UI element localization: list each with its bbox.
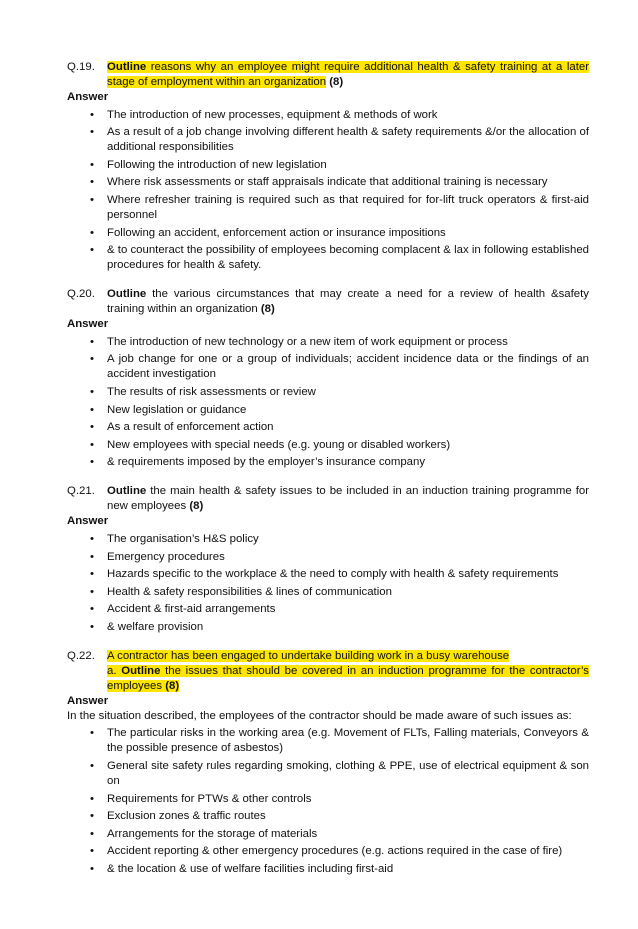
list-item: • & to counteract the possibility of employees becoming complacent & lax in following established procedures for health & safety. xyxy=(90,244,589,272)
list-item: • Where refresher training is required such as that required for for-lift truck operators & first-aid personnel xyxy=(90,193,589,221)
bullet-icon: • xyxy=(90,244,94,257)
bullet-icon: • xyxy=(90,108,94,121)
question-body: the various circumstances that may create a need for a review of health &safety training within an organization xyxy=(107,288,589,316)
list-item: • As a result of enforcement action xyxy=(90,421,274,434)
answer-intro: In the situation described, the employees of the contractor should be made aware of such issues as: xyxy=(67,709,572,722)
answer-label: Answer xyxy=(67,694,109,707)
answer-label: Answer xyxy=(67,91,109,103)
list-item: • General site safety rules regarding smoking, clothing & PPE, use of electrical equipment & son on xyxy=(90,760,589,788)
list-item: • Where risk assessments or staff appraisals indicate that additional training is necessary xyxy=(90,176,548,189)
list-item: • A job change for one or a group of individuals; accident incidence data or the findings of an accident investigation xyxy=(90,353,589,381)
bullet-icon: • xyxy=(90,403,94,416)
list-item: • Following the introduction of new legislation xyxy=(90,158,327,171)
bullet-icon: • xyxy=(90,353,94,366)
question-text xyxy=(67,287,589,317)
question-text xyxy=(67,60,589,90)
bullet-icon: • xyxy=(90,385,94,398)
command-verb: Outline xyxy=(107,485,147,498)
question-block-20 xyxy=(67,287,589,470)
list-item: • Exclusion zones & traffic routes xyxy=(90,810,266,823)
answer-list xyxy=(67,335,589,471)
bullet-icon: • xyxy=(90,845,94,858)
question-body: the main health & safety issues to be included in an induction training programme for new employees xyxy=(107,485,589,513)
list-item: • Accident reporting & other emergency procedures (e.g. actions required in the case of fire) xyxy=(90,845,563,858)
bullet-icon: • xyxy=(90,226,94,239)
list-item: • & the location & use of welfare facilities including first-aid xyxy=(90,863,394,876)
bullet-icon: • xyxy=(90,620,94,633)
question-number: Q.20. xyxy=(67,288,95,301)
answer-label: Answer xyxy=(67,515,109,528)
list-item: • The introduction of new technology or a new item of work equipment or process xyxy=(90,335,508,348)
list-item: • New employees with special needs (e.g. young or disabled workers) xyxy=(90,438,451,451)
question-highlight xyxy=(107,61,589,88)
command-verb: Outline xyxy=(107,288,147,301)
answer-list xyxy=(67,532,589,635)
bullet-icon: • xyxy=(90,456,94,469)
answer-list xyxy=(67,726,589,877)
list-item: • Health & safety responsibilities & lines of communication xyxy=(90,585,392,598)
bullet-icon: • xyxy=(90,335,94,348)
bullet-icon: • xyxy=(90,792,94,805)
list-item: • Emergency procedures xyxy=(90,550,225,563)
bullet-icon: • xyxy=(90,193,94,206)
bullet-icon: • xyxy=(90,126,94,139)
list-item: • Arrangements for the storage of materials xyxy=(90,827,318,840)
question-marks: (8) xyxy=(165,679,180,692)
list-item: • & requirements imposed by the employer’s insurance company xyxy=(90,456,426,469)
list-item: • New legislation or guidance xyxy=(90,403,247,416)
question-marks: (8) xyxy=(329,76,344,88)
list-item: • Following an accident, enforcement action or insurance impositions xyxy=(90,226,446,239)
bullet-icon: • xyxy=(90,421,94,434)
bullet-icon: • xyxy=(90,158,94,171)
bullet-icon: • xyxy=(90,810,94,823)
list-item: • Hazards specific to the workplace & the need to comply with health & safety requirements xyxy=(90,568,559,581)
list-item: • The particular risks in the working area (e.g. Movement of FLTs, Falling materials, Conveyors & the possible presence of asbestos) xyxy=(90,727,589,755)
list-item: • As a result of a job change involving different health & safety requirements &/or the allocation of additional responsibilities xyxy=(90,126,589,154)
question-highlight xyxy=(107,665,589,692)
question-line-1: A contractor has been engaged to undertake building work in a busy warehouse xyxy=(107,649,510,662)
command-verb: Outline xyxy=(121,664,161,677)
list-item: • The organisation’s H&S policy xyxy=(90,532,259,545)
question-marks: (8) xyxy=(260,303,275,316)
question-number: Q.21. xyxy=(67,485,95,498)
bullet-icon: • xyxy=(90,727,94,740)
question-block-21 xyxy=(67,484,589,635)
list-item: • The introduction of new processes, equipment & methods of work xyxy=(90,108,438,121)
document-page xyxy=(67,60,589,891)
sub-part-prefix: a. xyxy=(107,664,122,677)
bullet-icon: • xyxy=(90,550,94,563)
bullet-icon: • xyxy=(90,176,94,189)
bullet-icon: • xyxy=(90,827,94,840)
question-block-22 xyxy=(67,649,589,877)
bullet-icon: • xyxy=(90,568,94,581)
question-number: Q.22. xyxy=(67,649,95,662)
list-item: • The results of risk assessments or review xyxy=(90,385,316,398)
question-text xyxy=(67,649,589,694)
bullet-icon: • xyxy=(90,603,94,616)
answer-label: Answer xyxy=(67,318,109,331)
question-body: reasons why an employee might require additional health & safety training at a later stage of employment within an organization xyxy=(107,61,589,88)
bullet-icon: • xyxy=(90,760,94,773)
question-text xyxy=(67,484,589,514)
question-number: Q.19. xyxy=(67,61,95,73)
answer-list xyxy=(67,108,589,274)
list-item: • & welfare provision xyxy=(90,620,204,633)
question-marks: (8) xyxy=(189,500,204,513)
bullet-icon: • xyxy=(90,532,94,545)
question-block-19 xyxy=(67,60,589,273)
bullet-icon: • xyxy=(90,863,94,876)
question-body: the issues that should be covered in an induction programme for the contractor’s employees xyxy=(107,664,589,692)
list-item: • Requirements for PTWs & other controls xyxy=(90,792,312,805)
bullet-icon: • xyxy=(90,585,94,598)
bullet-icon: • xyxy=(90,438,94,451)
command-verb: Outline xyxy=(107,61,147,73)
list-item: • Accident & first-aid arrangements xyxy=(90,603,276,616)
